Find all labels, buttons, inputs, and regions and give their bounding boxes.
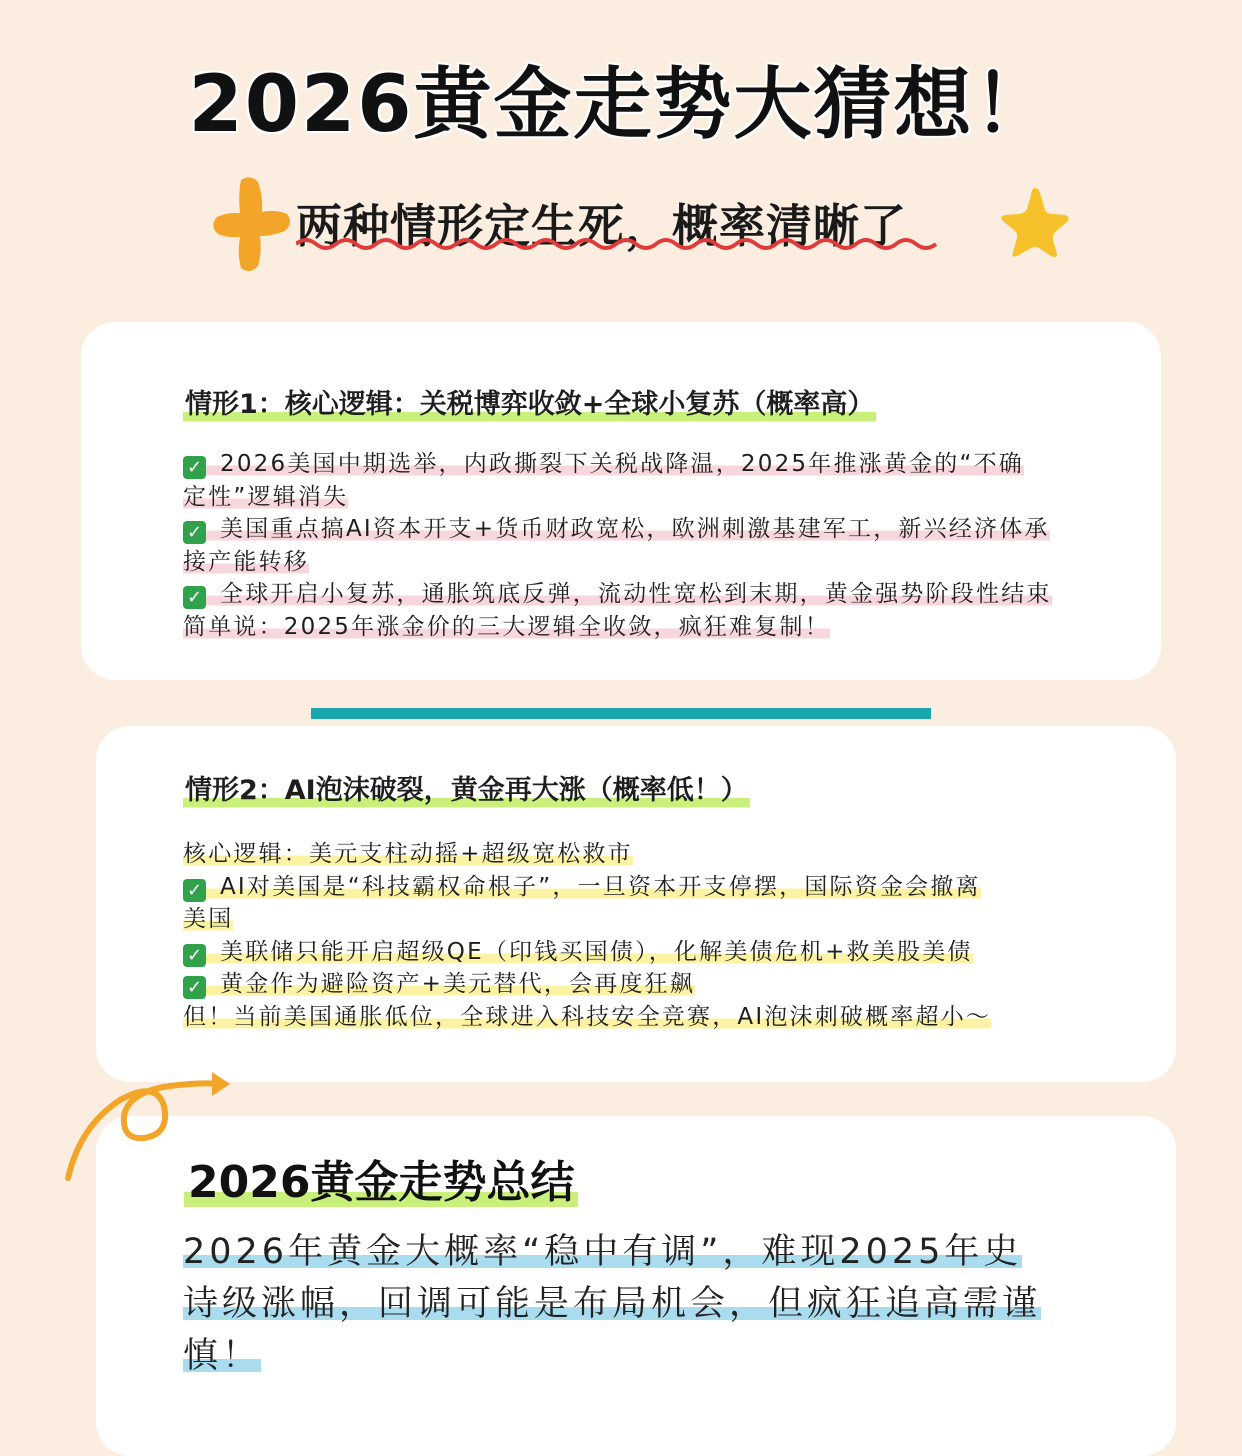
scenario2-line-5: ✓ 黄金作为避险资产+美元替代，会再度狂飙 (183, 968, 1133, 1001)
scenario1-line-1: ✓ 2026美国中期选举，内政撕裂下关税战降温，2025年推涨黄金的“不确 (183, 448, 1133, 481)
section-divider (311, 708, 931, 719)
summary-body (183, 1226, 1133, 1382)
scenario1-line-3: ✓ 美国重点搞AI资本开支+货币财政宽松，欧洲刺激基建军工，新兴经济体承 (183, 513, 1133, 546)
summary-line-2: 诗级涨幅，回调可能是布局机会，但疯狂追高需谨 (183, 1284, 1042, 1324)
orange-plus-icon (210, 176, 292, 274)
scenario1-heading: 情形1：核心逻辑：关税博弈收敛+全球小复苏（概率高） (183, 382, 876, 425)
check-mark-icon: ✓ (183, 456, 206, 479)
scenario2-line-6: 但！当前美国通胀低位，全球进入科技安全竞赛，AI泡沫刺破概率超小～ (183, 1003, 992, 1030)
check-mark-icon: ✓ (183, 976, 206, 999)
scenario2-heading: 情形2：AI泡沫破裂，黄金再大涨（概率低！） (183, 768, 750, 811)
summary-line-3: 慎！ (183, 1336, 262, 1376)
scenario1-line-4: 接产能转移 (183, 548, 309, 575)
red-squiggle-underline (296, 234, 938, 254)
subtitle: 两种情形定生死，概率清晰了 (296, 199, 907, 253)
check-mark-icon: ✓ (183, 586, 206, 609)
scenario2-line-4: ✓ 美联储只能开启超级QE（印钱买国债），化解美债危机+救美股美债 (183, 936, 1133, 969)
scenario1-body (183, 448, 1133, 643)
yellow-star-icon (995, 184, 1071, 260)
scenario2-line-3: 美国 (183, 906, 234, 932)
check-mark-icon: ✓ (183, 879, 206, 902)
scenario1-line-2: 定性”逻辑消失 (183, 483, 349, 510)
page-title: 2026黄金走势大猜想！ (188, 60, 1054, 150)
check-mark-icon: ✓ (183, 944, 206, 967)
scenario1-line-5: ✓ 全球开启小复苏，通胀筑底反弹，流动性宽松到末期，黄金强势阶段性结束 (183, 578, 1133, 611)
summary-line-1: 2026年黄金大概率“稳中有调”，难现2025年史 (183, 1232, 1023, 1272)
scenario2-body (183, 838, 1133, 1033)
check-mark-icon: ✓ (183, 521, 206, 544)
scenario2-line-2: ✓ AI对美国是“科技霸权命根子”，一旦资本开支停摆，国际资金会撤离 (183, 871, 1133, 904)
scenario2-line-1: 核心逻辑：美元支柱动摇+超级宽松救市 (183, 841, 633, 867)
summary-title: 2026黄金走势总结 (184, 1146, 578, 1210)
scenario1-line-6: 简单说：2025年涨金价的三大逻辑全收敛，疯狂难复制！ (183, 613, 830, 640)
